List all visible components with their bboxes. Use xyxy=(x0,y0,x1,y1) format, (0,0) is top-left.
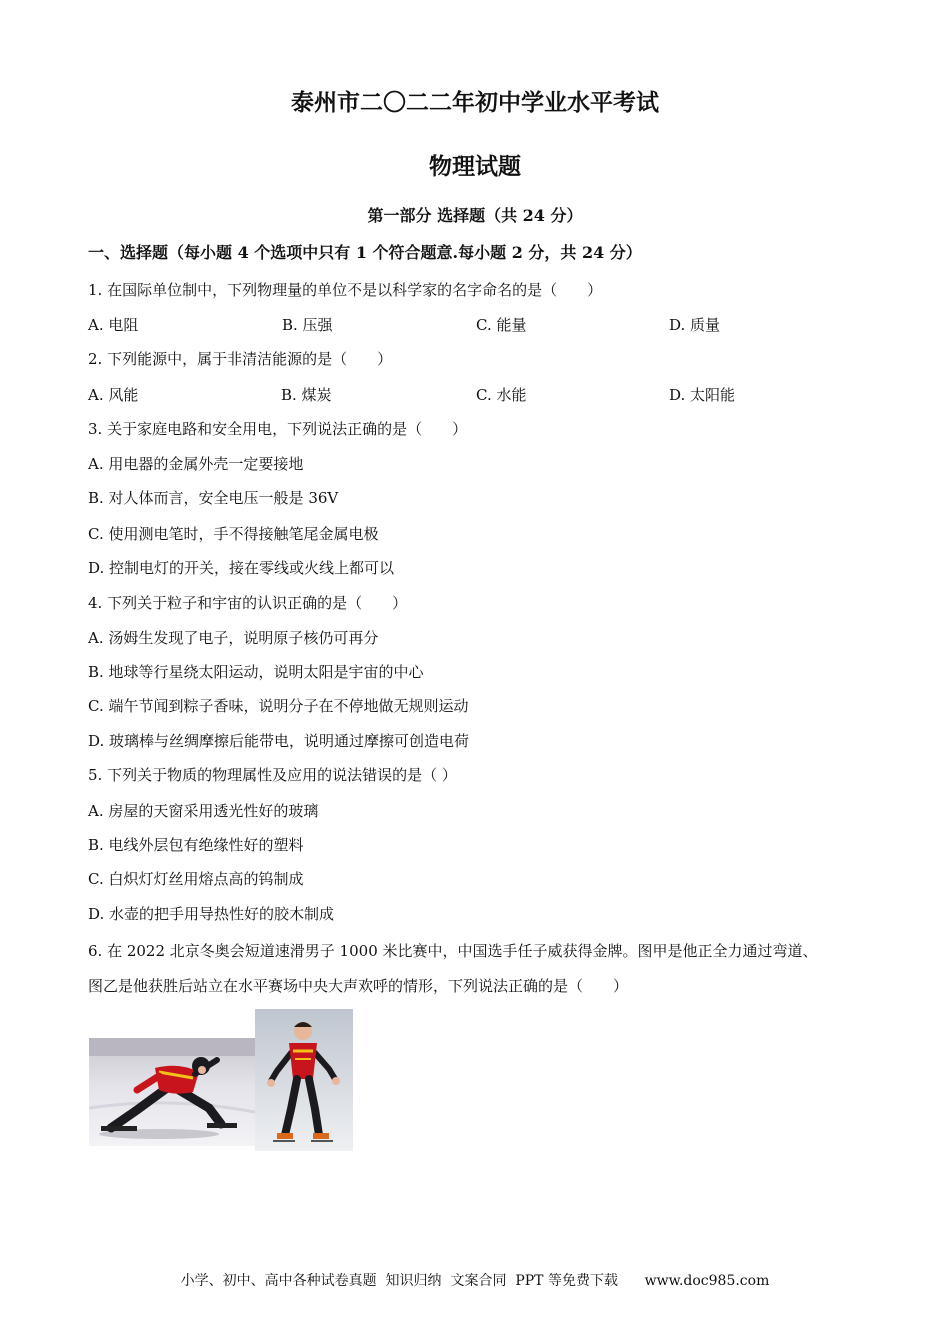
question-2-option-a: A. 风能 xyxy=(88,386,139,404)
question-3-stem: 3. 关于家庭电路和安全用电，下列说法正确的是（ ） xyxy=(88,420,468,438)
question-1-stem: 1. 在国际单位制中，下列物理量的单位不是以科学家的名字命名的是（ ） xyxy=(88,281,603,299)
question-5-option-c: C. 白炽灯灯丝用熔点高的钨制成 xyxy=(88,870,304,888)
subject-title: 物理试题 xyxy=(429,153,521,180)
question-4-option-c: C. 端午节闻到粽子香味，说明分子在不停地做无规则运动 xyxy=(88,697,469,715)
question-2-option-c: C. 水能 xyxy=(476,386,527,404)
question-3-option-a: A. 用电器的金属外壳一定要接地 xyxy=(88,455,304,473)
section-heading: 一、选择题（每小题 4 个选项中只有 1 个符合题意.每小题 2 分，共 24 分） xyxy=(88,243,642,262)
question-1-option-c: C. 能量 xyxy=(476,316,527,334)
question-5-option-a: A. 房屋的天窗采用透光性好的玻璃 xyxy=(88,802,319,820)
question-2-option-b: B. 煤炭 xyxy=(281,386,332,404)
question-3-option-d: D. 控制电灯的开关，接在零线或火线上都可以 xyxy=(88,559,395,577)
question-1-option-a: A. 电阻 xyxy=(88,316,139,334)
question-3-option-c: C. 使用测电笔时，手不得接触笔尾金属电极 xyxy=(88,525,379,543)
question-2-option-d: D. 太阳能 xyxy=(669,386,736,404)
figure-skater-cornering xyxy=(89,1038,255,1146)
question-2-stem: 2. 下列能源中，属于非清洁能源的是（ ） xyxy=(88,350,393,368)
question-1-option-d: D. 质量 xyxy=(669,316,721,334)
question-5-option-b: B. 电线外层包有绝缘性好的塑料 xyxy=(88,836,304,854)
footer-note: 小学、初中、高中各种试卷真题 知识归纳 文案合同 PPT 等免费下载 www.doc985.com xyxy=(180,1273,770,1289)
figure-skater-celebrating xyxy=(255,1009,353,1151)
question-5-stem: 5. 下列关于物质的物理属性及应用的说法错误的是（ ） xyxy=(88,766,457,784)
question-5-option-d: D. 水壶的把手用导热性好的胶木制成 xyxy=(88,905,335,923)
question-4-stem: 4. 下列关于粒子和宇宙的认识正确的是（ ） xyxy=(88,594,408,612)
question-3-option-b: B. 对人体而言，安全电压一般是 36V xyxy=(88,489,339,507)
question-6-stem-line-1: 6. 在 2022 北京冬奥会短道速滑男子 1000 米比赛中，中国选手任子威获得金牌。图甲是他正全力通过弯道、 xyxy=(88,942,818,960)
question-4-option-a: A. 汤姆生发现了电子，说明原子核仍可再分 xyxy=(88,629,379,647)
question-1-option-b: B. 压强 xyxy=(282,316,333,334)
question-4-option-d: D. 玻璃棒与丝绸摩擦后能带电，说明通过摩擦可创造电荷 xyxy=(88,732,470,750)
part-heading: 第一部分 选择题（共 24 分） xyxy=(367,206,583,225)
exam-title: 泰州市二〇二二年初中学业水平考试 xyxy=(291,89,659,116)
question-6-stem-line-2: 图乙是他获胜后站立在水平赛场中央大声欢呼的情形，下列说法正确的是（ ） xyxy=(88,977,629,995)
question-4-option-b: B. 地球等行星绕太阳运动，说明太阳是宇宙的中心 xyxy=(88,663,424,681)
